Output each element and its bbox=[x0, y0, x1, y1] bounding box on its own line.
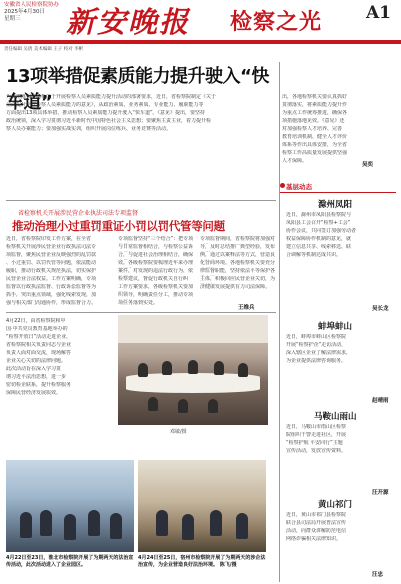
sidebar-item-body bbox=[286, 424, 396, 456]
story3-line: 密切检企联系，提升检察服务 bbox=[6, 382, 72, 388]
story2-col1 bbox=[6, 236, 126, 308]
sidebar-line: 活动，向群众讲解防范电信 bbox=[286, 528, 347, 534]
story2-line: 专项监督期间，省检察院将加强对 bbox=[200, 236, 276, 242]
story2-line: 例，通过以案释法等方式，营造良 bbox=[200, 252, 276, 258]
sidebar-line: 联合县司法局开展普法宣传 bbox=[286, 520, 347, 526]
photo-person bbox=[148, 397, 158, 411]
story2-line: 近日，省检察院印发工作方案，在全省 bbox=[6, 236, 92, 242]
story3-line: 省检察院相关负责同志与企业 bbox=[6, 342, 72, 348]
story2-line: 导，及时总结推广典型经验，发布 bbox=[200, 244, 276, 250]
story2-kicker: 省检察机关开展涉民营企业执法司法专项监督 bbox=[18, 210, 139, 217]
weekday-line: 星期三 bbox=[4, 16, 21, 22]
story2-line: 律监督职能，坚持依法平等保护各 bbox=[200, 268, 276, 274]
photo-person bbox=[210, 510, 222, 536]
story3-line: 企业关心关切的法律问题。 bbox=[6, 358, 67, 364]
story3-line: 彻习近平法治思想，进一步 bbox=[6, 374, 67, 380]
story2-byline: 王维兵 bbox=[238, 305, 255, 311]
lead-line: 方面提出13项具体举措，推动检察人员素质能力提升驶入“快车道”。《意见》提出，要坚持 bbox=[6, 110, 206, 116]
sidebar-line: 凤阳县工会召开“检察+工会” bbox=[286, 220, 351, 226]
masthead-left bbox=[4, 2, 59, 23]
story3-line: 4月22日，由省检察院和中 bbox=[6, 318, 66, 324]
sidebar-line: 近日，黄山市祁门县检察院 bbox=[286, 512, 347, 518]
story2-line: 项监督，聚焦民营企业反映强烈的乱罚款 bbox=[6, 252, 97, 258]
photo-person bbox=[178, 399, 188, 413]
story2-line: 检察机关开展涉民营企业行政执法司法专 bbox=[6, 244, 97, 250]
story2-line: 化营商环境。各地检察机关要充分 bbox=[200, 260, 276, 266]
photo-person bbox=[208, 399, 218, 413]
story2-line: 工作方案要求，各级检察机关要加 bbox=[118, 284, 194, 290]
photo-person bbox=[40, 510, 52, 536]
sidebar-line: 深入辖区企业了解法律需求， bbox=[286, 350, 352, 356]
story2-headline: 推动治理小过重罚重证小罚以罚代管等问题 bbox=[12, 219, 225, 233]
continued-line: 人才保障。 bbox=[282, 158, 308, 164]
section-divider bbox=[6, 312, 276, 313]
story2-col3 bbox=[200, 236, 276, 292]
section-title: 检察之光 bbox=[230, 10, 323, 35]
photo-person bbox=[110, 513, 122, 539]
sponsor-line: 安徽省人民检察院协办 bbox=[4, 2, 60, 8]
photo-left-caption: 4月22日至23日，淮北市检察院开展了为期两天的法治宣传活动，此次活动进入了企业园区。 bbox=[6, 555, 134, 568]
sidebar-line: 近日，蚌埠市蚌山区检察院 bbox=[286, 334, 347, 340]
sidebar-line: 宣传活动，发放宣传资料。 bbox=[286, 448, 347, 454]
sidebar-line: 为企业提供法律咨询服务。 bbox=[286, 358, 347, 364]
sidebar-byline: 吴长龙 bbox=[372, 306, 389, 312]
sidebar-item-body bbox=[286, 512, 396, 544]
sidebar-bullet-icon bbox=[280, 183, 285, 188]
photo-person bbox=[20, 512, 32, 538]
event-photo-left bbox=[6, 460, 134, 552]
sidebar-item-title: 马鞍山雨山 bbox=[314, 412, 357, 422]
sidebar-item-title: 黄山祁门 bbox=[318, 500, 353, 510]
continued-line: 对加强检察人才培养、完善 bbox=[282, 126, 343, 132]
sidebar-line: 合调解等机制达成共识。 bbox=[286, 252, 342, 258]
lead-byline: 吴奕 bbox=[362, 162, 374, 168]
story2-line: 、小过重罚、以罚代管等问题，依法能动 bbox=[6, 260, 97, 266]
sidebar-item-body bbox=[286, 334, 396, 366]
photo-person bbox=[236, 513, 248, 539]
lead-line: 察人员办案能力；要加强实战实训，组织开展岗位练兵、业务竞赛等活动。 bbox=[6, 126, 172, 132]
story2-line: 主体，积极回应民营企业关切，为 bbox=[200, 276, 276, 282]
photo-person bbox=[188, 360, 198, 374]
column-divider bbox=[279, 62, 280, 582]
lead-line: 政治统领，深入学习贯彻习近平新时代中国特色社会主义思想；要聚焦主责主业，着力提升检 bbox=[6, 118, 212, 124]
newspaper-logo: 新安晚报 bbox=[66, 5, 191, 39]
story3-line: 保障民营经济发展质效。 bbox=[6, 390, 62, 396]
photo-person bbox=[162, 361, 172, 375]
sidebar-line: 开展“检察护企”走访活动， bbox=[286, 342, 347, 348]
continued-line: 体系等作出具体安排，为全省 bbox=[282, 142, 348, 148]
photo-person bbox=[238, 363, 248, 377]
story2-line: 监督以行政执法监督、行政诉讼监督等为 bbox=[6, 284, 97, 290]
sidebar-byline: 汪开源 bbox=[372, 490, 389, 496]
sidebar-byline: 汪忠 bbox=[372, 572, 384, 578]
story2-line: 项任务落到实处。 bbox=[118, 300, 159, 306]
story3-line: 国·中共党员教育基地举办的 bbox=[6, 326, 68, 332]
story2-line: 织领导，明确责任分工，推动专项 bbox=[118, 292, 194, 298]
sidebar-line: “检察护航 平安同行”主题 bbox=[286, 440, 343, 446]
photo-person bbox=[156, 510, 168, 536]
continued-line: 出，各地检察机关要认真抓好 bbox=[282, 94, 348, 100]
story2-col2 bbox=[118, 236, 196, 308]
sidebar-item-body bbox=[286, 212, 396, 260]
lead-headline: 13项举措促素质能力提升驶入“快车道” bbox=[6, 66, 269, 113]
sidebar-line: 协作会议，共同签订加强劳动者 bbox=[286, 228, 357, 234]
event-photo-middle bbox=[138, 460, 266, 552]
continued-line: 检察工作高质量发展提供坚强 bbox=[282, 150, 348, 156]
sidebar-line: 近日，滁州市凤阳县检察院与 bbox=[286, 212, 352, 218]
lead-line: 全面提升全省检察人员素质能力的意见》，从政治素质、业务素质、专业能力、履职能力等 bbox=[6, 102, 204, 108]
section-divider bbox=[6, 200, 276, 201]
lead-line: 为贯彻落实最高检关于开展检察人员素质能力提升活动的部署要求，近日，省检察院制定《关于 bbox=[6, 94, 217, 100]
story2-line: 抓手，突出重点领域，强化线索发现，加 bbox=[6, 292, 97, 298]
sidebar-item-title: 蚌埠蚌山 bbox=[318, 322, 353, 332]
story2-line: 民营企业合法权益。工作方案明确，专项 bbox=[6, 276, 97, 282]
sidebar-line: 网络诈骗相关法律知识。 bbox=[286, 536, 342, 542]
lead-body bbox=[6, 94, 276, 134]
sidebar-line: 院组织干警走进社区，开展 bbox=[286, 432, 347, 438]
continued-line: 项措施落地见效。《意见》还 bbox=[282, 118, 345, 124]
sidebar-byline: 赵晴雨 bbox=[372, 398, 389, 404]
photo-person bbox=[88, 510, 100, 536]
story3-line: 负责人面对面交流，现场解答 bbox=[6, 350, 72, 356]
editor-credits: 责任编辑 吴倩 美术编辑 王子 校对 李彬 bbox=[4, 47, 84, 52]
story2-line: 合，与促进社会治理相结合，确保 bbox=[118, 252, 194, 258]
story2-line: 检察建议，督促行政机关自行纠 bbox=[118, 276, 189, 282]
story3-body bbox=[6, 318, 114, 398]
story2-line: 案件，对发现的违法行政行为，依 bbox=[118, 268, 194, 274]
date-line: 2025年4月30日 bbox=[4, 9, 45, 15]
story3-line: 此次活动旨在深入学习贯 bbox=[6, 366, 62, 372]
photo-middle-caption: 4月24日至25日，宿州市检察院开展了为期两天的涉企法治宣传，为企业营造良好法治环境。 陈飞/摄 bbox=[138, 555, 266, 568]
masthead-rule bbox=[0, 40, 401, 44]
photo-person bbox=[182, 514, 194, 540]
masthead bbox=[0, 0, 401, 52]
story2-line: 履职，推动行政机关规范执法，切实保护 bbox=[6, 268, 97, 274]
photo-wall bbox=[118, 315, 268, 343]
story2-line: 专项监督坚持“三个结合”：把专项 bbox=[118, 236, 194, 242]
meeting-photo bbox=[118, 315, 268, 425]
story2-line: 与日常监督相结合，与检察公益诉 bbox=[118, 244, 194, 250]
continued-line: 为重点工作统筹推进，确保各 bbox=[282, 110, 348, 116]
sidebar-header: 基层动态 bbox=[286, 183, 312, 191]
continued-line: 贯彻落实，将素质能力提升作 bbox=[282, 102, 348, 108]
continued-line: 教育培训机制、健全人才评价 bbox=[282, 134, 348, 140]
sidebar-line: 近日，马鞍山市雨山区检察 bbox=[286, 424, 347, 430]
story2-line: 效。各级检察院要梳理近年来办理 bbox=[118, 260, 194, 266]
sidebar-line: 建立信息共享、线索移送、联 bbox=[286, 244, 352, 250]
sidebar-rule bbox=[280, 192, 396, 193]
page-number: A1 bbox=[365, 3, 391, 23]
story2-line: 强与相关部门沟通协作，形成监督合力。 bbox=[6, 300, 97, 306]
photo-caption: 邓敏/摄 bbox=[170, 429, 187, 435]
photo-person bbox=[214, 361, 224, 375]
story2-line: 济健康发展提供有力司法保障。 bbox=[200, 284, 271, 290]
sidebar-line: 权益保障协作机制的意见，就 bbox=[286, 236, 352, 242]
photo-person bbox=[64, 514, 76, 540]
sidebar-item-title: 滁州凤阳 bbox=[318, 200, 353, 210]
story3-line: “检察开放日”活动走进企业， bbox=[6, 334, 72, 340]
lead-continued bbox=[282, 94, 396, 166]
photo-person bbox=[138, 363, 148, 377]
